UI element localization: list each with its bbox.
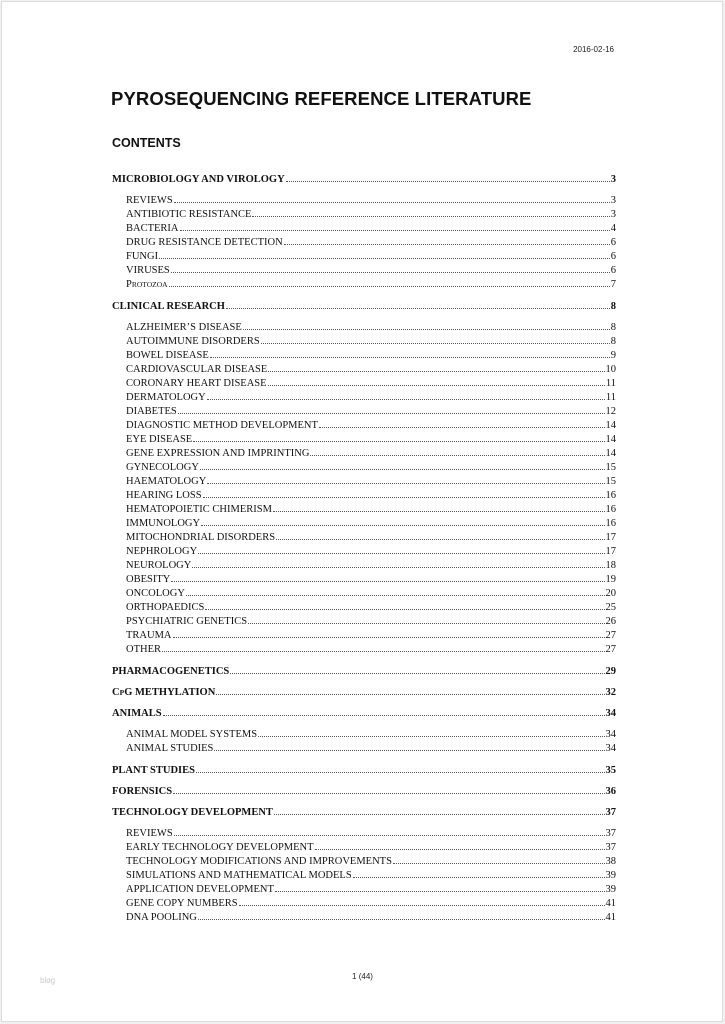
toc-subentry[interactable] [112,349,616,363]
toc-entry-page: 41 [605,898,616,909]
toc-subentry[interactable] [112,391,616,405]
toc-entry-page: 34 [605,708,616,719]
toc-entry-label: OTHER [126,644,161,655]
dot-leader [230,665,604,674]
document-title: PYROSEQUENCING REFERENCE LITERATURE [111,88,532,109]
toc-entry-page: 41 [605,912,616,923]
dot-leader [216,686,604,695]
toc-entry-label: MITOCHONDRIAL DISORDERS [126,532,276,543]
toc-entry-label: GENE COPY NUMBERS [126,898,238,909]
dot-leader [286,173,610,182]
toc-entry-label: OBESITY [126,574,171,585]
dot-leader [159,250,610,259]
spacer [112,292,616,300]
toc-subentry[interactable] [112,208,616,222]
toc-entry-page: 25 [605,602,616,613]
toc-subentry[interactable] [112,433,616,447]
toc-entry-page: 26 [605,616,616,627]
toc-entry-label: PHARMACOGENETICS [112,666,230,677]
toc-subentry[interactable] [112,517,616,531]
toc-entry-page: 37 [605,807,616,818]
spacer [112,187,616,194]
toc-entry-label: ANIMAL MODEL SYSTEMS [126,729,258,740]
toc-subentry[interactable] [112,335,616,349]
toc-entry-page: 3 [610,195,616,206]
toc-entry-page: 15 [605,476,616,487]
dot-leader [180,222,610,231]
toc-entry-page: 27 [605,630,616,641]
toc-entry-label: ONCOLOGY [126,588,185,599]
toc-entry-page: 9 [610,350,616,361]
toc-entry-label: ANTIBIOTIC RESISTANCE [126,209,252,220]
toc-entry-page: 6 [610,251,616,262]
toc-subentry[interactable] [112,531,616,545]
dot-leader [243,321,610,330]
dot-leader [198,911,605,920]
toc-entry-page: 11 [605,392,616,403]
toc-section-entry[interactable] [112,665,616,679]
toc-entry-label: DRUG RESISTANCE DETECTION [126,237,283,248]
toc-entry-label: VIRUSES [126,265,170,276]
toc-subentry[interactable] [112,461,616,475]
toc-entry-label: CORONARY HEART DISEASE [126,378,267,389]
dot-leader [169,278,610,287]
toc-subentry[interactable] [112,841,616,855]
toc-subentry[interactable] [112,883,616,897]
toc-entry-label-small: P [119,688,125,697]
header-date: 2016-02-16 [573,45,614,54]
dot-leader [214,742,604,751]
toc-subentry[interactable] [112,827,616,841]
toc-subentry[interactable] [112,573,616,587]
toc-entry-page: 34 [605,743,616,754]
toc-entry-label: HEMATOPOIETIC CHIMERISM [126,504,272,515]
toc-subentry[interactable] [112,629,616,643]
dot-leader [205,601,604,610]
toc-entry-label: BACTERIA [126,223,179,234]
toc-entry-page: 39 [605,870,616,881]
toc-entry-label: FUNGI [126,251,159,262]
toc-subentry[interactable] [112,742,616,756]
toc-entry-page: 27 [605,644,616,655]
toc-entry-label-initial: P [126,279,132,290]
toc-subentry[interactable] [112,236,616,250]
dot-leader [273,503,605,512]
dot-leader [178,405,605,414]
watermark-text: blog [40,976,56,985]
toc-entry-label: AUTOIMMUNE DISORDERS [126,336,260,347]
dot-leader [163,707,605,716]
toc-entry-label: REVIEWS [126,195,173,206]
toc-entry-page: 14 [605,420,616,431]
toc-entry-page: 38 [605,856,616,867]
dot-leader [310,447,604,456]
toc-entry-label: EYE DISEASE [126,434,193,445]
toc-section-entry[interactable] [112,300,616,314]
toc-subentry[interactable] [112,363,616,377]
toc-entry-label: BOWEL DISEASE [126,350,209,361]
dot-leader [252,208,609,217]
dot-leader [173,785,604,794]
toc-entry-page: 15 [605,462,616,473]
toc-section-entry[interactable] [112,686,616,700]
toc-entry-page: 8 [610,322,616,333]
spacer [112,314,616,321]
dot-leader [210,349,610,358]
toc-section-entry[interactable] [112,707,616,721]
toc-subentry[interactable] [112,545,616,559]
toc-subentry[interactable] [112,855,616,869]
toc-entry-page: 17 [605,532,616,543]
dot-leader [192,559,604,568]
toc-entry-label: MICROBIOLOGY AND VIROLOGY [112,174,285,185]
toc-entry-label: HAEMATOLOGY [126,476,207,487]
toc-entry-page: 34 [605,729,616,740]
toc-entry-page: 16 [605,504,616,515]
toc-entry-label-rest: G METHYLATION [124,687,216,698]
dot-leader [162,643,605,652]
toc-subentry[interactable] [112,475,616,489]
toc-entry-label-initial: C [112,687,120,698]
toc-entry-label: NEPHROLOGY [126,546,198,557]
dot-leader [353,869,605,878]
toc-entry-page: 8 [610,336,616,347]
toc-entry-label: DERMATOLOGY [126,392,206,403]
page-number: 1 (44) [352,972,373,981]
toc-section-entry[interactable] [112,173,616,187]
toc-entry-label: FORENSICS [112,786,173,797]
toc-entry-page: 37 [605,842,616,853]
toc-entry-page: 37 [605,828,616,839]
spacer [112,820,616,827]
dot-leader [258,728,604,737]
dot-leader [261,335,610,344]
toc-subentry[interactable] [112,321,616,335]
dot-leader [284,236,610,245]
toc-entry-page: 8 [610,301,616,312]
toc-entry-page: 20 [605,588,616,599]
dot-leader [207,391,605,400]
toc-subentry[interactable] [112,728,616,742]
dot-leader [174,827,605,836]
toc-entry-page: 3 [610,209,616,220]
dot-leader [226,300,610,309]
toc-subentry[interactable] [112,559,616,573]
toc-entry-label: TECHNOLOGY MODIFICATIONS AND IMPROVEMENTS [126,856,392,867]
toc-entry-label: EARLY TECHNOLOGY DEVELOPMENT [126,842,314,853]
toc-subentry[interactable] [112,222,616,236]
dot-leader [207,475,604,484]
spacer [112,925,616,933]
contents-heading: CONTENTS [112,136,181,150]
toc-entry-label [126,278,168,292]
toc-entry-page: 14 [605,448,616,459]
table-of-contents [112,173,616,933]
dot-leader [268,377,605,386]
toc-entry-label: APPLICATION DEVELOPMENT [126,884,274,895]
toc-entry-page: 4 [610,223,616,234]
toc-subentry[interactable] [112,377,616,391]
toc-entry-label: DIAGNOSTIC METHOD DEVELOPMENT [126,420,318,431]
toc-entry-label: PSYCHIATRIC GENETICS [126,616,248,627]
toc-entry-label: SIMULATIONS AND MATHEMATICAL MODELS [126,870,352,881]
toc-entry-label: TRAUMA [126,630,172,641]
dot-leader [174,194,610,203]
dot-leader [319,419,605,428]
toc-entry-label: GENE EXPRESSION AND IMPRINTING [126,448,310,459]
toc-subentry[interactable] [112,503,616,517]
toc-subentry[interactable] [112,419,616,433]
toc-entry-page: 6 [610,237,616,248]
document-page [1,1,723,1022]
toc-subentry[interactable] [112,405,616,419]
toc-entry-page: 39 [605,884,616,895]
dot-leader [198,545,604,554]
dot-leader [248,615,604,624]
spacer [112,657,616,665]
toc-entry-label: TECHNOLOGY DEVELOPMENT [112,807,273,818]
toc-entry-label-rest: ROTOZOA [131,280,168,289]
toc-entry-label [112,686,215,700]
spacer [112,679,616,686]
toc-entry-label: HEARING LOSS [126,490,202,501]
toc-subentry[interactable] [112,489,616,503]
spacer [112,700,616,707]
dot-leader [393,855,605,864]
toc-entry-page: 19 [605,574,616,585]
dot-leader [196,764,605,773]
toc-entry-label: ORTHOPAEDICS [126,602,205,613]
toc-subentry[interactable] [112,643,616,657]
toc-subentry[interactable] [112,601,616,615]
toc-entry-page: 16 [605,490,616,501]
toc-entry-label: ANIMAL STUDIES [126,743,214,754]
toc-section-entry[interactable] [112,806,616,820]
spacer [112,721,616,728]
toc-entry-page: 18 [605,560,616,571]
toc-entry-page: 16 [605,518,616,529]
toc-entry-page: 17 [605,546,616,557]
toc-entry-label: PLANT STUDIES [112,765,195,776]
toc-subentry[interactable] [112,447,616,461]
dot-leader [173,629,605,638]
toc-entry-page: 3 [610,174,616,185]
dot-leader [239,897,605,906]
toc-entry-label: ANIMALS [112,708,162,719]
toc-entry-label: DIABETES [126,406,177,417]
toc-entry-page: 10 [605,364,616,375]
dot-leader [193,433,604,442]
toc-subentry[interactable] [112,278,616,292]
dot-leader [315,841,605,850]
toc-entry-label: NEUROLOGY [126,560,192,571]
toc-section-entry[interactable] [112,785,616,799]
toc-entry-label: REVIEWS [126,828,173,839]
toc-subentry[interactable] [112,587,616,601]
toc-entry-page: 36 [605,786,616,797]
toc-entry-label: IMMUNOLOGY [126,518,201,529]
dot-leader [186,587,605,596]
toc-entry-label: GYNECOLOGY [126,462,199,473]
toc-entry-page: 32 [605,687,616,698]
toc-entry-label: CLINICAL RESEARCH [112,301,225,312]
toc-entry-page: 7 [610,279,616,290]
dot-leader [268,363,604,372]
toc-subentry[interactable] [112,869,616,883]
spacer [112,799,616,806]
toc-subentry[interactable] [112,911,616,925]
toc-subentry[interactable] [112,264,616,278]
toc-entry-label: ALZHEIMER’S DISEASE [126,322,242,333]
toc-subentry[interactable] [112,194,616,208]
toc-subentry[interactable] [112,250,616,264]
dot-leader [203,489,605,498]
spacer [112,756,616,764]
toc-subentry[interactable] [112,897,616,911]
dot-leader [171,573,604,582]
toc-entry-label: CARDIOVASCULAR DISEASE [126,364,268,375]
dot-leader [171,264,610,273]
toc-entry-label: DNA POOLING [126,912,197,923]
toc-entry-page: 11 [605,378,616,389]
dot-leader [274,806,605,815]
dot-leader [201,517,604,526]
toc-entry-page: 35 [605,765,616,776]
toc-entry-page: 14 [605,434,616,445]
toc-entry-page: 6 [610,265,616,276]
toc-subentry[interactable] [112,615,616,629]
dot-leader [275,883,605,892]
toc-entry-page: 12 [605,406,616,417]
spacer [112,778,616,785]
dot-leader [200,461,605,470]
toc-section-entry[interactable] [112,764,616,778]
dot-leader [276,531,604,540]
toc-entry-page: 29 [605,666,616,677]
